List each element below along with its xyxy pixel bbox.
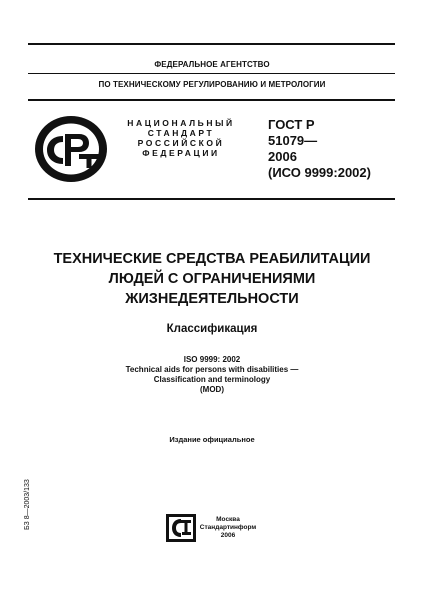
publisher-logo-icon [166, 514, 196, 542]
agency-name-line1: ФЕДЕРАЛЬНОЕ АГЕНТСТВО [154, 60, 270, 69]
standard-code-line: ГОСТ Р [268, 117, 315, 132]
header-bottom-rule [28, 99, 395, 101]
standard-label-line: НАЦИОНАЛЬНЫЙ [127, 118, 235, 128]
standard-code-line: 2006 [268, 149, 297, 164]
agency-divider [28, 73, 395, 74]
side-catalog-note: БЗ 8—2003/133 [24, 479, 31, 530]
publisher-city: Москва [216, 516, 240, 523]
agency-name-line2: ПО ТЕХНИЧЕСКОМУ РЕГУЛИРОВАНИЮ И МЕТРОЛОГИИ [98, 80, 326, 89]
iso-reference [0, 355, 424, 395]
document-title [0, 249, 424, 309]
iso-reference-line: Classification and terminology [153, 375, 271, 384]
title-line: ЖИЗНЕДЕЯТЕЛЬНОСТИ [125, 291, 299, 307]
publisher-info [199, 516, 257, 540]
title-line: ЛЮДЕЙ С ОГРАНИЧЕНИЯМИ [108, 271, 316, 287]
top-rule [28, 43, 395, 45]
national-standard-label [118, 118, 244, 158]
document-subtitle: Классификация [166, 323, 258, 335]
publication-year: 2006 [220, 532, 236, 539]
iso-reference-line: Technical aids for persons with disabilities — [125, 365, 299, 374]
rst-certification-mark-icon [33, 114, 109, 184]
iso-reference-line: (MOD) [200, 385, 224, 394]
title-line: ТЕХНИЧЕСКИЕ СРЕДСТВА РЕАБИЛИТАЦИИ [53, 251, 371, 267]
iso-reference-line: ISO 9999: 2002 [183, 355, 241, 364]
official-edition-label: Издание официальное [169, 435, 255, 444]
standard-code [268, 117, 371, 181]
standard-block-rule [28, 198, 395, 200]
standard-code-line: (ИСО 9999:2002) [268, 165, 371, 180]
publisher-name: Стандартинформ [199, 524, 257, 531]
standard-code-line: 51079— [268, 133, 318, 148]
standard-label-line: РОССИЙСКОЙ [137, 138, 225, 148]
standard-label-line: ФЕДЕРАЦИИ [142, 148, 220, 158]
standard-label-line: СТАНДАРТ [147, 128, 215, 138]
